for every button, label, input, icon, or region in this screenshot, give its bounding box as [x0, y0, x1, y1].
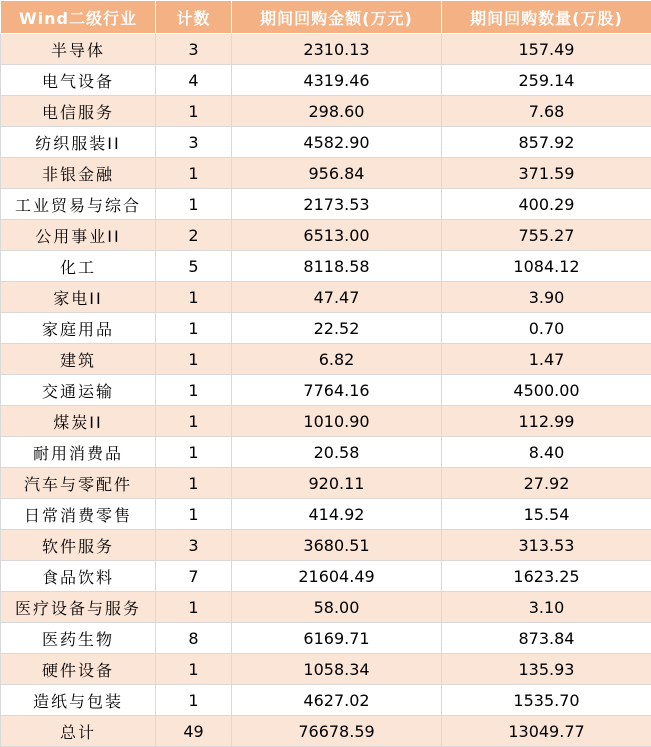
amount-cell: 47.47: [232, 282, 442, 313]
header-amount: 期间回购金额(万元): [232, 1, 442, 34]
table-row: [1, 592, 651, 623]
table-body: [1, 34, 651, 747]
quantity-cell: 371.59: [442, 158, 651, 189]
quantity-cell: 1535.70: [442, 685, 651, 716]
industry-cell: 化工: [1, 251, 156, 282]
amount-cell: 920.11: [232, 468, 442, 499]
count-cell: 1: [156, 189, 232, 220]
quantity-cell: 27.92: [442, 468, 651, 499]
amount-cell: 4319.46: [232, 65, 442, 96]
quantity-cell: 3.90: [442, 282, 651, 313]
amount-cell: 58.00: [232, 592, 442, 623]
table-row: [1, 530, 651, 561]
table-row: [1, 406, 651, 437]
table-row: [1, 561, 651, 592]
quantity-cell: 1084.12: [442, 251, 651, 282]
table-row: [1, 623, 651, 654]
table-row: [1, 282, 651, 313]
industry-cell: 家电II: [1, 282, 156, 313]
quantity-cell: 3.10: [442, 592, 651, 623]
header-count: 计数: [156, 1, 232, 34]
table-row: [1, 375, 651, 406]
amount-cell: 2310.13: [232, 34, 442, 65]
count-cell: 8: [156, 623, 232, 654]
quantity-cell: 1.47: [442, 344, 651, 375]
industry-cell: 汽车与零配件: [1, 468, 156, 499]
table-row: [1, 344, 651, 375]
amount-cell: 20.58: [232, 437, 442, 468]
count-cell: 1: [156, 437, 232, 468]
amount-cell: 7764.16: [232, 375, 442, 406]
industry-cell: 半导体: [1, 34, 156, 65]
quantity-cell: 15.54: [442, 499, 651, 530]
table-row: [1, 685, 651, 716]
industry-cell: 公用事业II: [1, 220, 156, 251]
count-cell: 3: [156, 530, 232, 561]
quantity-cell: 400.29: [442, 189, 651, 220]
total-label: 总计: [1, 716, 156, 747]
quantity-cell: 857.92: [442, 127, 651, 158]
industry-cell: 电气设备: [1, 65, 156, 96]
amount-cell: 4582.90: [232, 127, 442, 158]
table-row: [1, 127, 651, 158]
count-cell: 1: [156, 499, 232, 530]
amount-cell: 414.92: [232, 499, 442, 530]
table-row: [1, 96, 651, 127]
table-row: [1, 34, 651, 65]
industry-cell: 煤炭II: [1, 406, 156, 437]
table-row: [1, 65, 651, 96]
industry-cell: 医药生物: [1, 623, 156, 654]
amount-cell: 6.82: [232, 344, 442, 375]
industry-cell: 日常消费零售: [1, 499, 156, 530]
industry-cell: 软件服务: [1, 530, 156, 561]
amount-cell: 956.84: [232, 158, 442, 189]
amount-cell: 6169.71: [232, 623, 442, 654]
table-row: [1, 437, 651, 468]
quantity-cell: 8.40: [442, 437, 651, 468]
industry-cell: 电信服务: [1, 96, 156, 127]
quantity-cell: 157.49: [442, 34, 651, 65]
count-cell: 1: [156, 592, 232, 623]
quantity-cell: 4500.00: [442, 375, 651, 406]
industry-cell: 交通运输: [1, 375, 156, 406]
table-row: [1, 158, 651, 189]
industry-cell: 非银金融: [1, 158, 156, 189]
table-row: [1, 220, 651, 251]
count-cell: 1: [156, 654, 232, 685]
total-quantity: 13049.77: [442, 716, 651, 747]
count-cell: 2: [156, 220, 232, 251]
amount-cell: 8118.58: [232, 251, 442, 282]
amount-cell: 6513.00: [232, 220, 442, 251]
count-cell: 1: [156, 96, 232, 127]
amount-cell: 1010.90: [232, 406, 442, 437]
industry-cell: 建筑: [1, 344, 156, 375]
table-row: [1, 654, 651, 685]
industry-cell: 纺织服装II: [1, 127, 156, 158]
header-quantity: 期间回购数量(万股): [442, 1, 651, 34]
quantity-cell: 112.99: [442, 406, 651, 437]
count-cell: 1: [156, 158, 232, 189]
quantity-cell: 135.93: [442, 654, 651, 685]
industry-cell: 造纸与包装: [1, 685, 156, 716]
header-industry: Wind二级行业: [1, 1, 156, 34]
industry-cell: 家庭用品: [1, 313, 156, 344]
table-row: [1, 468, 651, 499]
amount-cell: 21604.49: [232, 561, 442, 592]
total-row: [1, 716, 651, 747]
count-cell: 3: [156, 127, 232, 158]
count-cell: 1: [156, 313, 232, 344]
quantity-cell: 873.84: [442, 623, 651, 654]
industry-cell: 硬件设备: [1, 654, 156, 685]
count-cell: 4: [156, 65, 232, 96]
amount-cell: 22.52: [232, 313, 442, 344]
table-row: [1, 313, 651, 344]
header-row: [1, 1, 651, 34]
table-row: [1, 251, 651, 282]
quantity-cell: 755.27: [442, 220, 651, 251]
industry-cell: 耐用消费品: [1, 437, 156, 468]
count-cell: 1: [156, 468, 232, 499]
total-count: 49: [156, 716, 232, 747]
count-cell: 1: [156, 375, 232, 406]
quantity-cell: 1623.25: [442, 561, 651, 592]
industry-cell: 医疗设备与服务: [1, 592, 156, 623]
count-cell: 1: [156, 344, 232, 375]
count-cell: 1: [156, 282, 232, 313]
quantity-cell: 0.70: [442, 313, 651, 344]
amount-cell: 3680.51: [232, 530, 442, 561]
count-cell: 5: [156, 251, 232, 282]
industry-cell: 工业贸易与综合: [1, 189, 156, 220]
total-amount: 76678.59: [232, 716, 442, 747]
industry-cell: 食品饮料: [1, 561, 156, 592]
quantity-cell: 259.14: [442, 65, 651, 96]
table-row: [1, 499, 651, 530]
quantity-cell: 7.68: [442, 96, 651, 127]
amount-cell: 1058.34: [232, 654, 442, 685]
amount-cell: 298.60: [232, 96, 442, 127]
count-cell: 3: [156, 34, 232, 65]
amount-cell: 2173.53: [232, 189, 442, 220]
count-cell: 7: [156, 561, 232, 592]
count-cell: 1: [156, 685, 232, 716]
table-row: [1, 189, 651, 220]
amount-cell: 4627.02: [232, 685, 442, 716]
count-cell: 1: [156, 406, 232, 437]
quantity-cell: 313.53: [442, 530, 651, 561]
